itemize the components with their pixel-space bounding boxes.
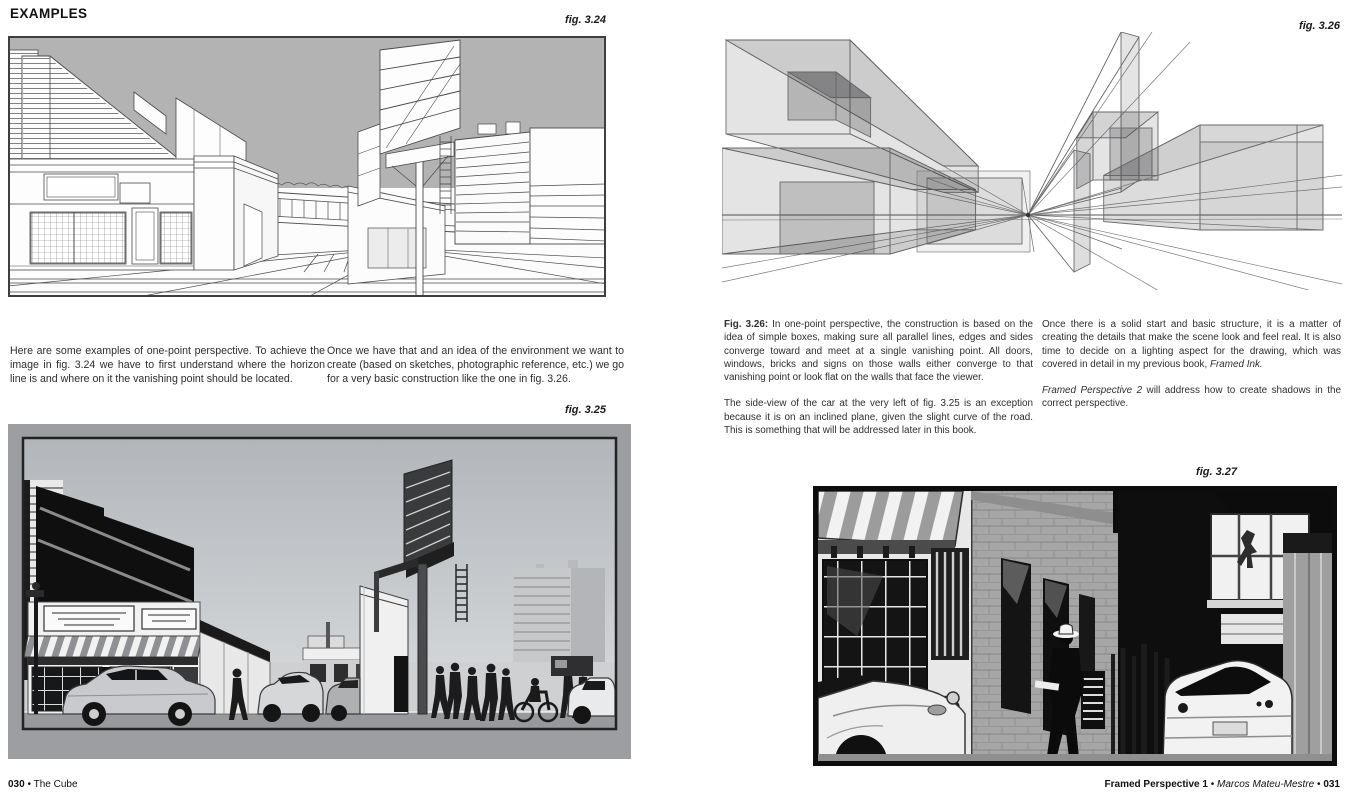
fig-327-label: fig. 3.27 bbox=[1196, 466, 1237, 478]
fig-324-illustration bbox=[8, 36, 606, 297]
box-far-right bbox=[1028, 125, 1323, 230]
caption-paragraph-1: Fig. 3.26: In one-point perspective, the construction is based on the idea of simple boxes, making sure all parallel lines, edges and sides converge toward and meet at a single vanishing point. All doors, windows, bricks and signs on those walls either converge to that vanishing point or look flat on the walls that face the viewer. bbox=[724, 319, 1033, 384]
caption-paragraph-3: Once there is a solid start and basic structure, it is a matter of creating the details that make the scene look and feel real. It is also time to decide on a lighting aspect for the drawing, which was covered in detail in my previous book, Framed Ink. bbox=[1042, 319, 1341, 370]
fig-325-illustration bbox=[8, 424, 631, 759]
caption-lead: Fig. 3.26: bbox=[724, 319, 769, 330]
ground bbox=[818, 754, 1332, 761]
footer-separator-1: • bbox=[1210, 779, 1215, 790]
car-rear bbox=[1163, 661, 1292, 761]
storefront bbox=[8, 159, 194, 270]
vanishing-point bbox=[1026, 213, 1030, 217]
book-title-framed-perspective-2: Framed Perspective 2 bbox=[1042, 385, 1143, 397]
billboard-wall bbox=[360, 586, 408, 714]
caption-paragraph-4: Framed Perspective 2 will address how to create shadows in the correct perspective. bbox=[1042, 385, 1341, 410]
background-tower bbox=[513, 560, 605, 664]
author-name: Marcos Mateu-Mestre bbox=[1216, 779, 1315, 790]
corner-building bbox=[194, 156, 278, 270]
striped-awning bbox=[818, 491, 963, 546]
intro-paragraph-col2: Once we have that and an idea of the environment we want to create (based on sketches, photographic reference, etc.) we go for a very basic construction like the one in fig. 3.26. bbox=[327, 345, 624, 386]
intro-paragraph-col1: Here are some examples of one-point perspective. To achieve the image in fig. 3.24 we have to first understand where the horizon line is and where on it the vanishing point should be located. bbox=[10, 345, 325, 386]
fig-326-label: fig. 3.26 bbox=[1299, 20, 1340, 32]
caption-paragraph-2: The side-view of the car at the very left of fig. 3.25 is an exception because it is on an inclined plane, given the slight curve of the road. This is something that will be addressed later in this book. bbox=[724, 398, 1033, 436]
footer-left bbox=[8, 779, 78, 790]
page-number-left: 030 bbox=[8, 779, 25, 790]
far-right-building bbox=[530, 128, 606, 244]
page-heading: EXAMPLES bbox=[10, 6, 88, 21]
caption-col1 bbox=[724, 318, 1033, 450]
striped-building-right bbox=[455, 122, 530, 244]
fig-327-illustration bbox=[813, 486, 1337, 766]
fig-325-label: fig. 3.25 bbox=[565, 404, 606, 416]
fig-326-illustration bbox=[722, 32, 1342, 290]
book-title: Framed Perspective 1 bbox=[1104, 779, 1208, 790]
book-title-framed-ink: Framed Ink. bbox=[1209, 358, 1263, 370]
footer-right bbox=[1105, 779, 1340, 790]
vertical-bars bbox=[931, 548, 969, 660]
fig-324-label: fig. 3.24 bbox=[565, 14, 606, 26]
perspective-boxes bbox=[722, 32, 1342, 290]
section-title: The Cube bbox=[33, 779, 78, 790]
footer-separator: • bbox=[27, 779, 31, 790]
page-number-right: 031 bbox=[1323, 779, 1340, 790]
louver-block bbox=[1081, 671, 1105, 729]
footer-separator-2: • bbox=[1317, 779, 1321, 790]
central-plane bbox=[917, 171, 1122, 252]
caption-col2 bbox=[1042, 318, 1341, 424]
background-van bbox=[551, 656, 593, 676]
